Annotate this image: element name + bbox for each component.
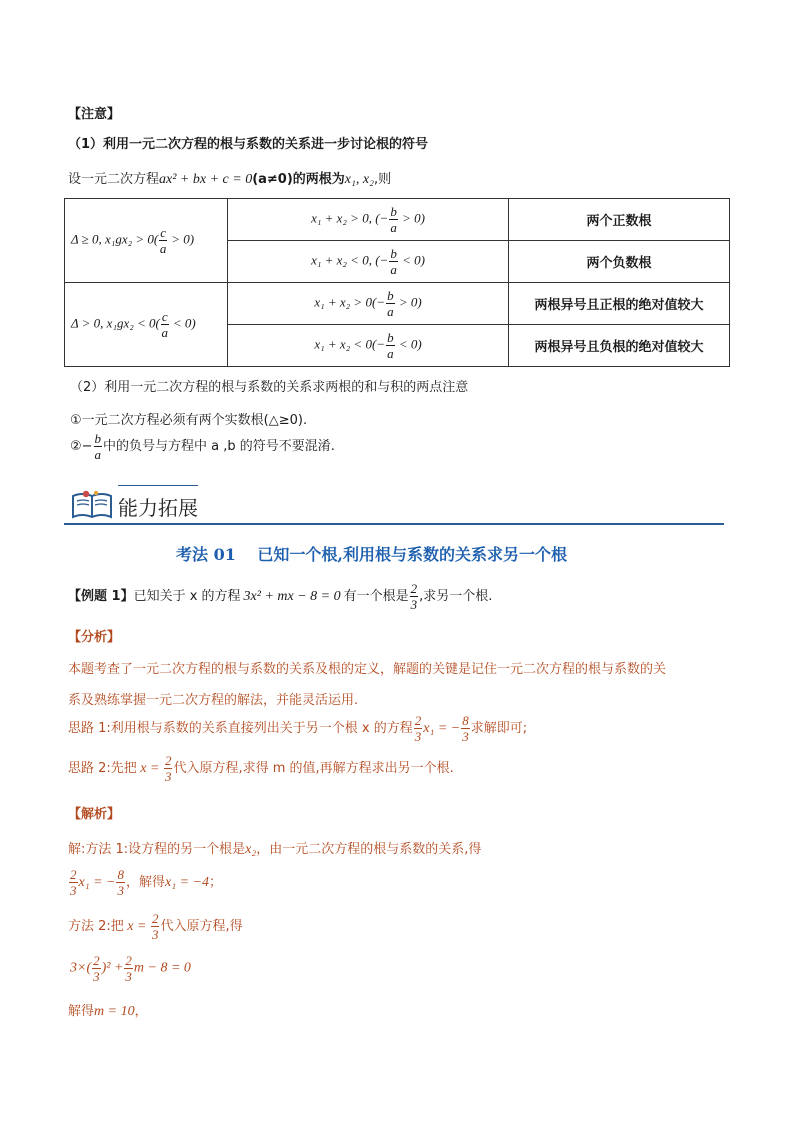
item-text: 中的负号与方程中 a ,b 的符号不要混淆. xyxy=(103,439,335,454)
condition-text: > 0) xyxy=(168,231,195,247)
sum-text: x₁ + x₂ < 0, (− xyxy=(311,252,389,268)
result-cell: 两个正数根 xyxy=(509,199,730,241)
fraction-denominator: a xyxy=(387,304,394,319)
idea-text: 思路 2:先把 xyxy=(68,761,137,776)
sum-fraction xyxy=(389,205,398,234)
fraction-numerator: 2 xyxy=(151,911,159,926)
solution-variable: x₂ xyxy=(245,842,257,857)
fraction-denominator: 3 xyxy=(414,729,422,744)
idea-fraction-2: $\frac{8}{3}$ xyxy=(462,713,469,744)
fraction-denominator: a xyxy=(94,447,102,462)
solution-line-5 xyxy=(68,1000,148,1020)
fraction-denominator: 3 xyxy=(462,729,469,744)
header-accent-line xyxy=(118,485,198,486)
solution-text: ， xyxy=(134,1004,148,1019)
sum-condition-cell xyxy=(228,241,509,283)
idea-text: 代入原方程,求得 m 的值,再解方程求出另一个根. xyxy=(173,761,454,776)
condition-cell-2 xyxy=(65,283,228,367)
fraction-denominator: a xyxy=(387,346,394,361)
analysis-label: 【分析】 xyxy=(68,630,121,645)
sum-text: > 0) xyxy=(398,210,425,226)
solution-text: ，解得 xyxy=(125,875,165,890)
solution-fraction xyxy=(69,868,78,897)
solution-label: 【解析】 xyxy=(68,807,121,822)
solution-text: 解得 xyxy=(68,1004,95,1019)
fraction-numerator: 2 xyxy=(70,867,77,882)
result-cell: 两个负数根 xyxy=(509,241,730,283)
sum-text: < 0) xyxy=(398,252,425,268)
fraction-numerator: 2 xyxy=(93,953,100,968)
idea-fraction xyxy=(414,714,423,743)
solution-text: ，由一元二次方程的根与系数的关系,得 xyxy=(256,842,482,857)
result-cell: 两根异号且负根的绝对值较大 xyxy=(509,325,730,367)
condition-text: Δ ≥ 0, x₁gx₂ > 0( xyxy=(71,231,159,247)
header-divider xyxy=(64,523,724,525)
fraction-denominator: 3 xyxy=(410,597,418,612)
note-point-2: （2）利用一元二次方程的根与系数的关系求两根的和与积的两点注意 xyxy=(70,380,469,395)
solution-line-1 xyxy=(68,838,481,858)
note-point-1: （1）利用一元二次方程的根与系数的关系进一步讨论根的符号 xyxy=(68,137,429,152)
setup-mid: (a≠0)的两根为 xyxy=(252,172,345,187)
solution-text: 解:方法 1:设方程的另一个根是 xyxy=(68,842,246,857)
condition-text: < 0) xyxy=(169,315,196,331)
example-equation: 3x² + mx − 8 = 0 xyxy=(243,589,341,604)
condition-fraction xyxy=(161,310,169,339)
fraction-denominator: 3 xyxy=(151,927,159,942)
section-title: 能力拓展 xyxy=(118,496,198,520)
idea-text: 思路 1:利用根与系数的关系直接列出关于另一个根 x 的方程 xyxy=(68,721,413,736)
table-row xyxy=(65,283,730,325)
fraction-numerator: b xyxy=(94,431,102,446)
solution-text: 方法 2:把 xyxy=(68,919,124,934)
note-item-1: ①一元二次方程必须有两个实数根(△≥0). xyxy=(70,413,308,428)
fraction-numerator: 2 xyxy=(410,581,418,596)
root-sign-table xyxy=(64,198,730,367)
setup-roots: x₁, x₂ xyxy=(344,172,374,187)
idea-text: 求解即可; xyxy=(470,721,528,736)
result-cell: 两根异号且正根的绝对值较大 xyxy=(509,283,730,325)
fraction-numerator: 2 xyxy=(414,713,422,728)
fraction-denominator: 3 xyxy=(164,769,172,784)
fraction-numerator: c xyxy=(161,309,168,324)
solution-line-3: 方法 2:把 x = $\frac{2}{3}$ 代入原方程,得 xyxy=(68,911,243,942)
example-1 xyxy=(68,582,492,611)
solution-fraction xyxy=(151,912,160,941)
condition-fraction xyxy=(159,226,167,255)
fraction-numerator: c xyxy=(160,225,166,240)
setup-equation: ax² + bx + c = 0 xyxy=(159,172,253,187)
note-title: 【注意】 xyxy=(68,107,121,122)
sum-condition-cell xyxy=(228,283,509,325)
sum-text: x₁ + x₂ > 0, (− xyxy=(311,210,389,226)
idea-fraction xyxy=(164,754,173,783)
sum-text: > 0) xyxy=(395,294,422,310)
fraction-denominator: a xyxy=(390,220,397,235)
analysis-idea-2: 思路 2:先把 x = $\frac{2}{3}$ 代入原方程,求得 m 的值,再解方程求出另一个根. xyxy=(68,753,454,784)
solution-text: )² + xyxy=(101,960,124,976)
solution-text: m − 8 = 0 xyxy=(133,960,191,976)
solution-fraction xyxy=(92,954,101,983)
fraction-numerator: 2 xyxy=(164,753,172,768)
example-fraction xyxy=(410,582,419,611)
solution-text: 3×( xyxy=(70,960,92,976)
fraction-numerator: b xyxy=(390,204,397,219)
example-text: 有一个根是 xyxy=(343,589,409,604)
fraction-numerator: b xyxy=(387,330,394,345)
fraction-denominator: 3 xyxy=(70,883,77,898)
sum-condition-cell xyxy=(228,325,509,367)
book-icon xyxy=(70,489,114,521)
method-title: 考法 01 已知一个根,利用根与系数的关系求另一个根 xyxy=(176,545,567,564)
sum-text: x₁ + x₂ > 0(− xyxy=(314,294,386,310)
sum-text: x₁ + x₂ < 0(− xyxy=(314,336,386,352)
setup-suffix: ,则 xyxy=(373,172,392,187)
fraction-numerator: b xyxy=(387,288,394,303)
fraction-numerator: b xyxy=(390,246,397,261)
item-fraction xyxy=(94,432,103,461)
sum-fraction xyxy=(386,289,395,318)
fraction-denominator: a xyxy=(161,325,168,340)
fraction-denominator: a xyxy=(159,241,167,256)
note-item-2 xyxy=(70,432,335,461)
table-row xyxy=(65,199,730,241)
item-text: ②− xyxy=(70,439,93,454)
solution-result: m = 10 xyxy=(94,1004,135,1019)
example-label: 【例题 1】 xyxy=(68,589,134,604)
condition-cell-1 xyxy=(65,199,228,283)
analysis-line-2: 系及熟练掌握一元二次方程的解法，并能灵活运用. xyxy=(68,693,359,708)
analysis-line-1: 本题考查了一元二次方程的根与系数的关系及根的定义，解题的关键是记住一元二次方程的根与系数的关 xyxy=(68,662,667,677)
solution-fraction-2 xyxy=(124,954,133,983)
sum-fraction xyxy=(386,331,395,360)
solution-text: 代入原方程,得 xyxy=(160,919,243,934)
solution-line-4 xyxy=(70,954,191,983)
solution-result: x₁ = −4 xyxy=(165,875,209,890)
solution-line-2: $\frac{2}{3}$ x₁ = − $\frac{8}{3}$ ，解得x₁ = −4； xyxy=(70,867,222,898)
example-text: 已知关于 x 的方程 xyxy=(133,589,241,604)
fraction-denominator: 3 xyxy=(93,969,100,984)
fraction-numerator: 2 xyxy=(125,953,132,968)
setup-prefix: 设一元二次方程 xyxy=(68,172,160,187)
fraction-denominator: 3 xyxy=(117,883,124,898)
solution-text: ； xyxy=(208,875,222,890)
analysis-idea-1: 思路 1:利用根与系数的关系直接列出关于另一个根 x 的方程 $\frac{2}{3}$ x₁ = − $\frac{8}{3}$ 求解即可; xyxy=(68,713,528,744)
note-setup xyxy=(68,168,391,188)
example-text: ,求另一个根. xyxy=(419,589,493,604)
condition-text: Δ > 0, x₁gx₂ < 0( xyxy=(71,315,160,331)
fraction-denominator: a xyxy=(390,262,397,277)
sum-fraction xyxy=(389,247,398,276)
sum-text: < 0) xyxy=(395,336,422,352)
fraction-denominator: 3 xyxy=(125,969,132,984)
solution-fraction-2: $\frac{8}{3}$ xyxy=(117,867,124,898)
sum-condition-cell xyxy=(228,199,509,241)
